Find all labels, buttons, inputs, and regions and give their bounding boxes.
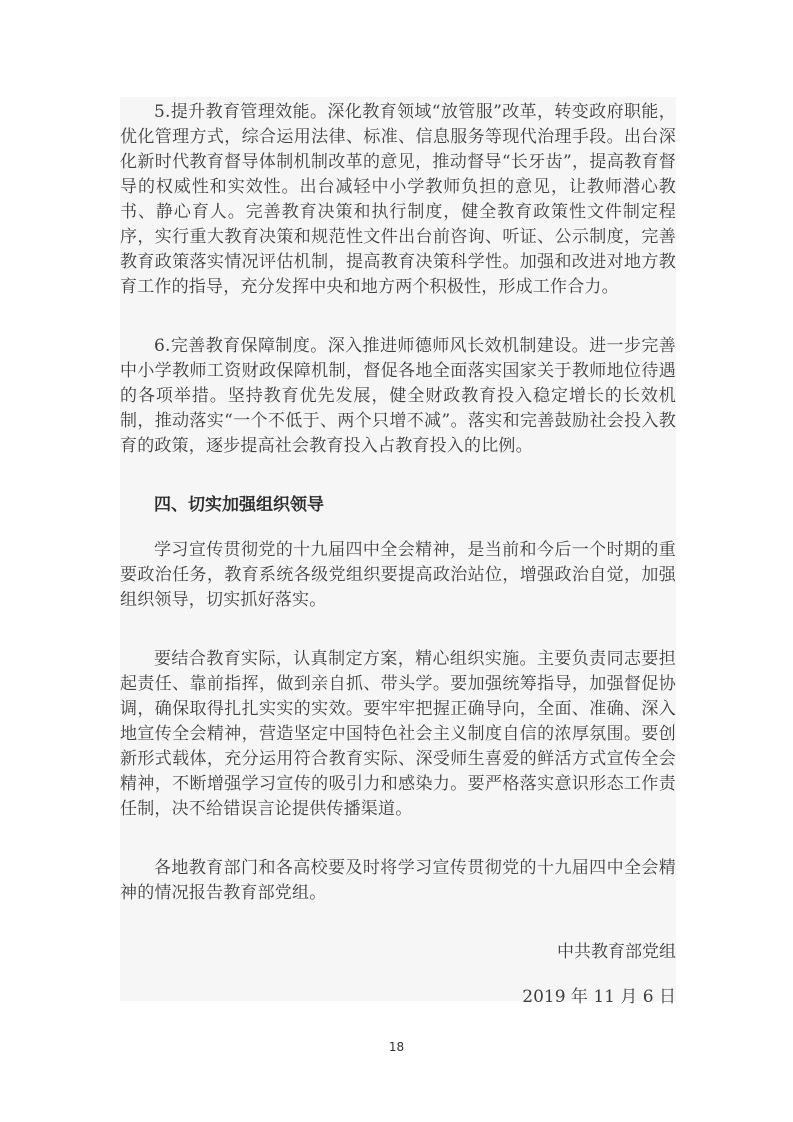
- content-area: [120, 97, 676, 1007]
- page-number: 18: [388, 1040, 405, 1054]
- paragraph-item-6: 6.完善教育保障制度。深入推进师德师风长效机制建设。进一步完善中小学教师工资财政保障机制，督促各地全面落实国家关于教师地位待遇的各项举措。坚持教育优先发展，健全财政教育投入稳定增长的长效机制，推动落实“一个不低于、两个只增不减”。落实和完善鼓励社会投入教育的政策，逐步提高社会教育投入占教育投入的比例。: [120, 336, 676, 456]
- paragraph-item-5: 5.提升教育管理效能。深化教育领域“放管服”改革，转变政府职能，优化管理方式，综合运用法律、标准、信息服务等现代治理手段。出台深化新时代教育督导体制机制改革的意见，推动督导“长牙齿”，提高教育督导的权威性和实效性。出台减轻中小学教师负担的意见，让教师潜心教书、静心育人。完善教育决策和执行制度，健全教育政策性文件制定程序，实行重大教育决策和规范性文件出台前咨询、听证、公示制度，完善教育政策落实情况评估机制，提高教育决策科学性。加强和改进对地方教育工作的指导，充分发挥中央和地方两个积极性，形成工作合力。: [120, 102, 676, 297]
- date-line: 2019 年 11 月 6 日: [522, 987, 676, 1007]
- section-paragraph-3: 各地教育部门和各高校要及时将学习宣传贯彻党的十九届四中全会精神的情况报告教育部党组。: [120, 858, 676, 903]
- section-paragraph-1: 学习宣传贯彻党的十九届四中全会精神，是当前和今后一个时期的重要政治任务，教育系统各级党组织要提高政治站位，增强政治自觉，加强组织领导，切实抓好落实。: [120, 540, 676, 610]
- section-paragraph-2: 要结合教育实际，认真制定方案，精心组织实施。主要负责同志要担起责任、靠前指挥，做到亲自抓、带头学。要加强统筹指导，加强督促协调，确保取得扎扎实实的实效。要牢牢把握正确导向，全面、准确、深入地宣传全会精神，营造坚定中国特色社会主义制度自信的浓厚氛围。要创新形式载体，充分运用符合教育实际、深受师生喜爱的鲜活方式宣传全会精神，不断增强学习宣传的吸引力和感染力。要严格落实意识形态工作责任制，决不给错误言论提供传播渠道。: [120, 649, 676, 819]
- section-heading: 四、切实加强组织领导: [154, 495, 324, 515]
- signature-line: 中共教育部党组: [557, 942, 676, 962]
